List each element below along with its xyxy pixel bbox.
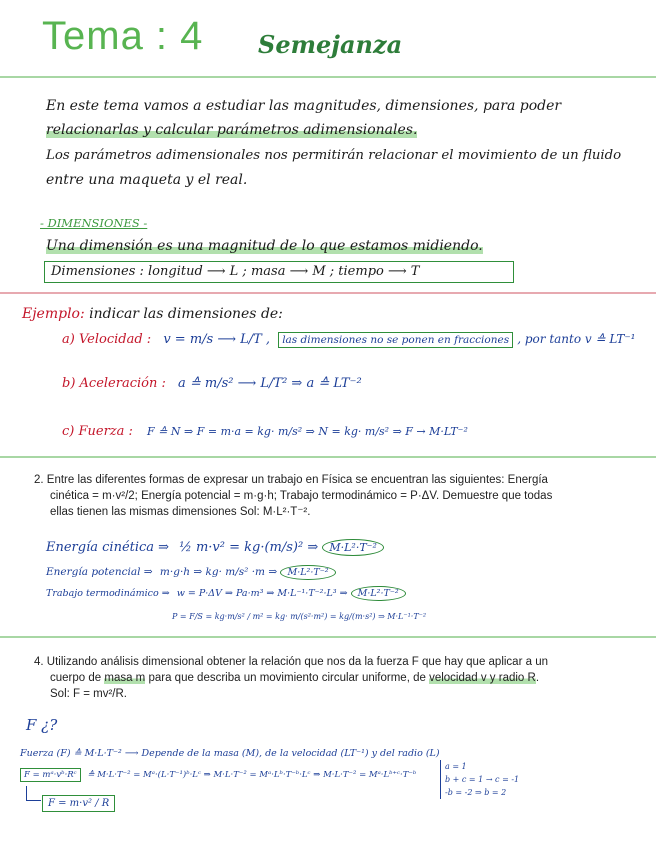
intro-line-2 (46, 122, 417, 138)
force-dimension-line: Fuerza (F) ≙ M·L·T⁻² ⟶ Depende de la masa (M), de la velocidad (LT⁻¹) y del radio (L) (20, 748, 440, 759)
divider-3 (0, 456, 656, 458)
tema-number: Tema : 4 (42, 14, 204, 58)
divider-4 (0, 636, 656, 638)
example-text: indicar las dimensiones de: (89, 306, 283, 322)
kinetic-result: M·L²·T⁻² (322, 539, 384, 556)
mass-highlight: masa m (104, 672, 146, 684)
example-label: Ejemplo: (22, 306, 85, 322)
example-c: c) Fuerza : F ≙ N ⇒ F = m·a = kg· m/s² ⇒ N = kg· m/s² ⇒ F → M·LT⁻² (62, 424, 468, 439)
example-heading (22, 306, 283, 322)
potential-result: M·L²·T⁻² (280, 565, 335, 580)
result-connector (26, 786, 41, 801)
dimensiones-heading: - DIMENSIONES - (40, 216, 148, 230)
force-ansatz-box: F = mᵃ·vᵇ·Rᶜ (20, 768, 81, 782)
intro-line-3: Los parámetros adimensionales nos permitirán relacionar el movimiento de un fluido (46, 148, 622, 163)
pressure-derivation: P = F/S = kg·m/s² / m² = kg· m/(s²·m²) = kg/(m·s²) ⇒ M·L⁻¹·T⁻² (172, 612, 427, 621)
force-question: F ¿? (26, 716, 58, 734)
thermo-work-row: Trabajo termodinámico ⇒ w = P·ΔV ⇒ Pa·m³ ⇒ M·L⁻¹·T⁻²·L³ ⇒ M·L²·T⁻² (46, 588, 406, 599)
intro-line-1: En este tema vamos a estudiar las magnitudes, dimensiones, para poder (46, 98, 562, 114)
force-result-box: F = m·v² / R (42, 795, 115, 812)
example-a: a) Velocidad : v = m/s ⟶ L/T , las dimensiones no se ponen en fracciones , por tanto v ≙ LT⁻¹ (62, 332, 636, 347)
force-equation-row: F = mᵃ·vᵇ·Rᶜ ≙ M·L·T⁻² = Mᵃ·(L·T⁻¹)ᵇ·Lᶜ ⇒ M·L·T⁻² = Mᵃ·Lᵇ·T⁻ᵇ·Lᶜ ⇒ M·L·T⁻² = Mᵃ·Lᵇ⁺ᶜ·T⁻ᵇ (20, 770, 416, 780)
topic-title: Semejanza (258, 30, 403, 59)
thermo-result: M·L²·T⁻² (351, 586, 406, 601)
problem2-statement: 2. Entre las diferentes formas de expresar un trabajo en Física se encuentran las siguientes: Energía cinética = m·v²/2; Energía potencial = m·g·h; Trabajo termodinámico = P·ΔV. Demuestre que todas ellas tienen las mismas dimensiones Sol: M·L²·T⁻². (34, 474, 553, 518)
divider-2 (0, 292, 656, 294)
fractions-note-box: las dimensiones no se ponen en fracciones (278, 332, 513, 348)
kinetic-energy-row: Energía cinética ⇒ ½ m·v² = kg·(m/s)² ⇒ M·L²·T⁻² (46, 540, 384, 555)
dimension-definition: Una dimensión es una magnitud de lo que estamos midiendo. (46, 238, 483, 254)
exponent-system: a = 1 b + c = 1 → c = -1 -b = -2 ⇒ b = 2 (440, 760, 519, 799)
intro-line-4: entre una maqueta y el real. (46, 172, 248, 188)
example-b: b) Aceleración : a ≙ m/s² ⟶ L/T² ⇒ a ≙ LT⁻² (62, 376, 362, 391)
potential-energy-row: Energía potencial ⇒ m·g·h ⇒ kg· m/s² ·m ⇒ M·L²·T⁻² (46, 566, 336, 578)
problem4-statement: 4. Utilizando análisis dimensional obtener la relación que nos da la fuerza F que hay que aplicar a un cuerpo de masa m para que describa un movimiento circular uniforme, de velocidad v y radio R. Sol: F = mv²/R. (34, 656, 548, 700)
header-divider (0, 76, 656, 78)
velocity-radius-highlight: velocidad v y radio R (429, 672, 536, 684)
dimensions-box: Dimensiones : longitud ⟶ L ; masa ⟶ M ; tiempo ⟶ T (44, 261, 514, 283)
intro-highlight: relacionarlas y calcular parámetros adimensionales. (46, 122, 418, 138)
